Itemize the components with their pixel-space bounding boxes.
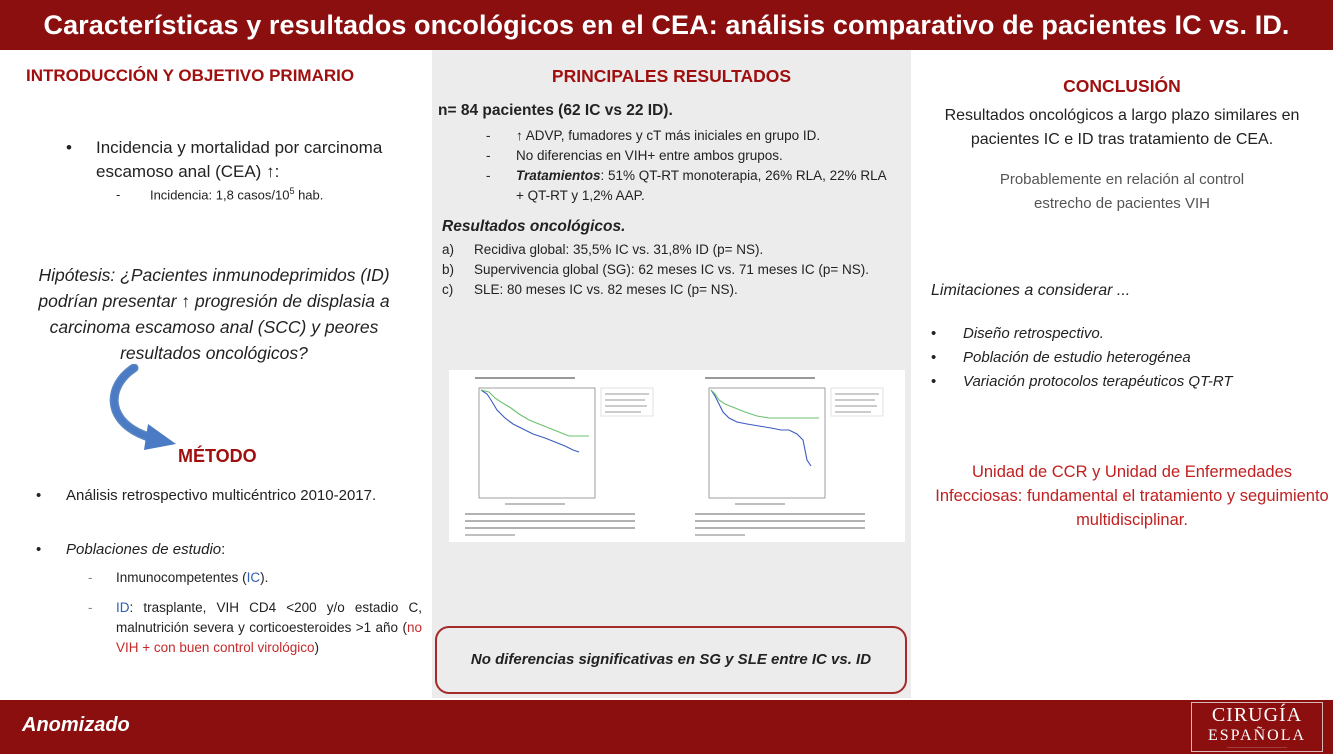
dash-icon: - xyxy=(88,600,93,615)
ic-abbr: IC xyxy=(246,570,261,585)
item-letter: a) xyxy=(442,242,455,257)
dash-icon: - xyxy=(88,570,93,585)
metodo-bullet-1 xyxy=(36,484,420,508)
dash-icon: - xyxy=(486,168,491,183)
bullet-dot-icon: • xyxy=(36,487,42,504)
treatments-text: : 51% QT-RT monoterapia, 26% RLA, 22% RLA + QT-RT y 1,2% AAP. xyxy=(516,168,886,203)
oncologic-item-c xyxy=(442,280,738,299)
dash-icon: - xyxy=(486,128,491,143)
limitation-item xyxy=(931,346,1191,370)
dash-icon: - xyxy=(116,187,121,203)
incidence-suffix: hab. xyxy=(294,187,324,203)
intro-bullet xyxy=(66,136,396,184)
intro-subitem xyxy=(116,186,323,202)
bullet-dot-icon: • xyxy=(66,138,72,157)
oncologic-title: Resultados oncológicos. xyxy=(442,218,626,235)
result-sub-2-text: No diferencias en VIH+ entre ambos grupos. xyxy=(516,148,783,163)
logo-tagline: ——————————————— xyxy=(1227,744,1287,749)
population-id xyxy=(88,598,422,658)
journal-logo xyxy=(1191,702,1323,752)
metodo-bullet-1-text: Análisis retrospectivo multicéntrico 2010-2017. xyxy=(66,487,377,504)
logo-line-1: CIRUGÍA xyxy=(1211,704,1303,726)
item-letter: c) xyxy=(442,282,454,297)
result-sub-1-text: ↑ ADVP, fumadores y cT más iniciales en grupo ID. xyxy=(516,128,821,143)
id-abbr: ID xyxy=(116,600,130,615)
km-plot-sle xyxy=(685,370,900,542)
result-sub-1 xyxy=(486,126,896,146)
units-statement: Unidad de CCR y Unidad de Enfermedades Infecciosas: fundamental el tratamiento y seguimiento multidisciplinar. xyxy=(935,463,1329,529)
footer-label: Anomizado xyxy=(22,714,130,736)
hypothesis-text: Hipótesis: ¿Pacientes inmunodeprimidos (ID) podrían presentar ↑ progresión de displasia a carcinoma escamoso anal (SCC) y peores resultados oncológicos? xyxy=(38,265,390,363)
id-text: : trasplante, VIH CD4 <200 y/o estadio C, malnutrición severa y corticoesteroides >1 año ( xyxy=(116,600,422,635)
sample-size: n= 84 pacientes (62 IC vs 22 ID). xyxy=(438,102,673,119)
conclusion-heading: CONCLUSIÓN xyxy=(1063,76,1181,96)
metodo-heading: MÉTODO xyxy=(178,446,257,466)
limitation-item xyxy=(931,370,1233,394)
limitation-item xyxy=(931,322,1104,346)
id-note: no VIH + con buen control virológico xyxy=(116,620,422,655)
dash-icon: - xyxy=(486,148,491,163)
metodo-bullet-2-text: Poblaciones de estudio xyxy=(66,541,222,558)
results-heading: PRINCIPALES RESULTADOS xyxy=(551,66,792,86)
metodo-bullet-2-colon: : xyxy=(221,541,226,558)
result-sub-2 xyxy=(486,146,896,166)
results-column xyxy=(432,50,911,698)
bullet-dot-icon: • xyxy=(36,541,42,558)
survival-figures xyxy=(449,370,905,542)
metodo-bullet-2 xyxy=(36,538,420,562)
poster-title: Características y resultados oncológicos en el CEA: análisis comparativo de pacientes IC vs. ID. xyxy=(0,0,1333,50)
result-sub-3 xyxy=(486,166,886,206)
ic-suffix: ). xyxy=(260,570,269,585)
item-letter: b) xyxy=(442,262,455,277)
intro-bullet-text: Incidencia y mortalidad por carcinoma escamoso anal (CEA) ↑: xyxy=(96,138,383,181)
incidence-text: Incidencia: 1,8 casos/10 xyxy=(149,187,290,203)
bullet-dot-icon: • xyxy=(931,349,937,366)
limitations-title: Limitaciones a considerar ... xyxy=(931,282,1131,299)
intro-heading: INTRODUCCIÓN Y OBJETIVO PRIMARIO xyxy=(26,66,355,85)
bullet-dot-icon: • xyxy=(931,325,937,342)
km-figure-overall-survival xyxy=(455,370,670,542)
limitation-text: Población de estudio heterogénea xyxy=(963,349,1191,366)
km-figure-disease-free-survival xyxy=(685,370,900,542)
oncologic-item-a xyxy=(442,240,763,259)
bullet-dot-icon: • xyxy=(931,373,937,390)
logo-line-2: ESPAÑOLA xyxy=(1207,727,1307,744)
item-text: Recidiva global: 35,5% IC vs. 31,8% ID (p= NS). xyxy=(474,242,764,257)
curved-arrow-icon xyxy=(104,364,184,454)
population-ic xyxy=(88,568,418,588)
key-finding-box: No diferencias significativas en SG y SLE entre IC vs. ID xyxy=(435,626,907,694)
limitation-text: Diseño retrospectivo. xyxy=(963,325,1104,342)
footer-bar xyxy=(0,700,1333,754)
oncologic-item-b xyxy=(442,260,869,279)
ic-prefix: Inmunocompetentes ( xyxy=(116,570,247,585)
treatments-label: Tratamientos xyxy=(516,168,601,183)
limitation-text: Variación protocolos terapéuticos QT-RT xyxy=(963,373,1233,390)
conclusion-main: Resultados oncológicos a largo plazo similares en pacientes IC e ID tras tratamiento de CEA. xyxy=(944,107,1300,148)
km-plot-sg xyxy=(455,370,670,542)
item-text: Supervivencia global (SG): 62 meses IC vs. 71 meses IC (p= NS). xyxy=(474,262,870,277)
id-end: ) xyxy=(314,640,319,655)
item-text: SLE: 80 meses IC vs. 82 meses IC (p= NS). xyxy=(474,282,738,297)
incidence-exponent: 5 xyxy=(289,186,295,196)
intro-column xyxy=(0,50,432,698)
conclusion-secondary: Probablemente en relación al control estrecho de pacientes VIH xyxy=(999,171,1245,212)
conclusion-column xyxy=(911,50,1333,698)
